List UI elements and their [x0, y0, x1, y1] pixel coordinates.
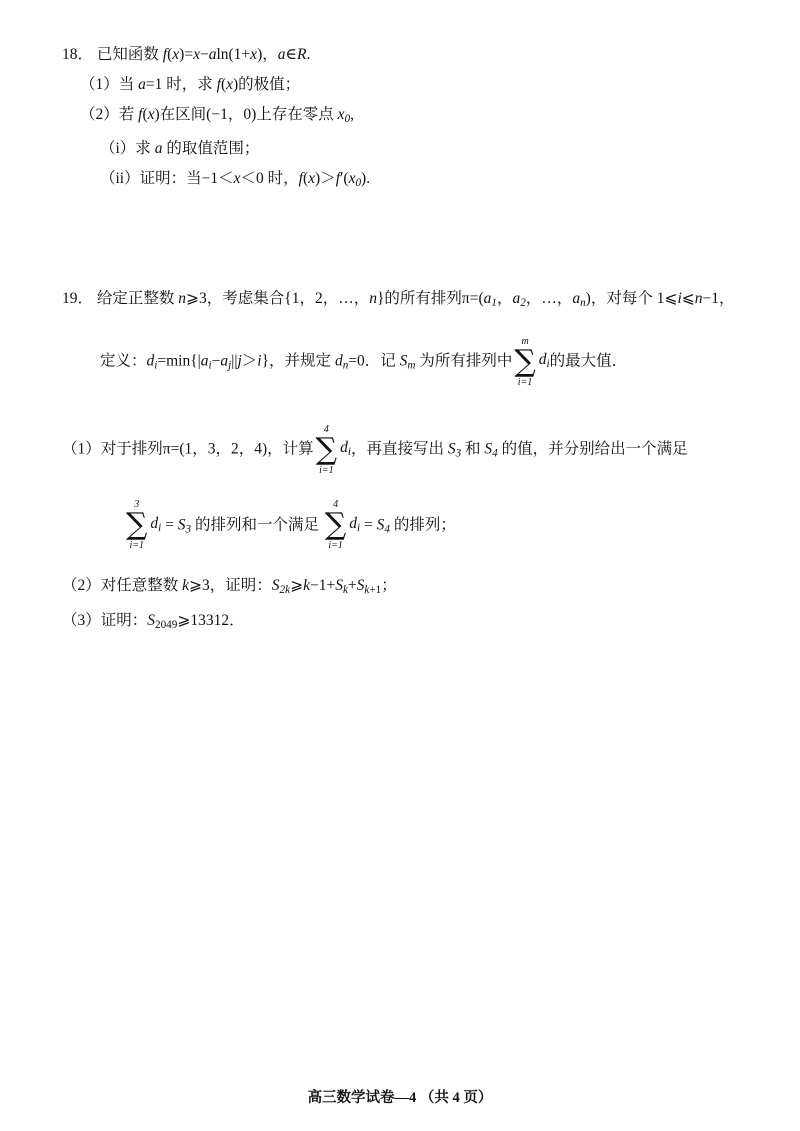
sum-upper: m [521, 335, 529, 347]
spacer [62, 198, 738, 284]
problem-19-item-1: （1）对于排列π=(1，3，2，4)，计算 4 ∑ i=1 $d_i$ ，再直接写出 $S_3$ 和 $S_4$ 的值，并分别给出一个满足 [62, 420, 738, 482]
problem-19-item-2: （2）对任意整数 k⩾3，证明：$S_{2k}⩾k-1+S_k+S_{k+1}$； [62, 577, 397, 597]
problem-18-item-1: （1）当 a=1 时，求 f(x)的极值； [80, 76, 301, 93]
problem-19-line-2: 定义：$d_i=\min\{|a_i-a_j||j>i\}$，并规定 $d_n=0$．记 $S_m$ 为所有排列中 m ∑ i=1 $d_i$ 的最大值． [62, 332, 738, 394]
problem-19-item-1-line-2: 3 ∑ i=1 $d_i$ = $S_3$ 的排列和一个满足 4 ∑ i=1 $d_i$ = $S_4$ 的排列； [62, 496, 738, 558]
problem-18 [62, 40, 738, 198]
sum-upper: 4 [333, 499, 339, 511]
problem-18-stem: 18． 已知函数 f(x)=x−aln(1+x)，a∈R. [62, 46, 311, 63]
problem-18-item-2ii: （ii）证明：当−1＜x＜0 时，$f(x)>f'(x_0)$. [100, 170, 371, 190]
sum-upper: 4 [323, 423, 329, 435]
spacer [62, 557, 738, 571]
sum-symbol-4: 4 ∑ i=1 $d_i$ [324, 499, 361, 552]
sum-lower: i=1 [328, 540, 343, 552]
problem-18-number: 18． [62, 46, 94, 63]
sum-lower: i=1 [319, 464, 334, 476]
sum-lower: i=1 [517, 376, 533, 388]
spacer [62, 394, 738, 420]
spacer [62, 482, 738, 496]
sum-upper: 3 [134, 499, 140, 511]
problem-18-item-2: （2）若 f(x)在区间(−1，0)上存在零点 $x_0$, [80, 106, 354, 126]
problem-19-item-3: （3）证明：$S_{2049}⩾13312$． [62, 611, 245, 631]
problem-19-line-1: 19． 给定正整数 n⩾3，考虑集合{1，2，…，n}的所有排列$\pi=(a_1$，$a_2$，…，$a_n$)，对每个 1⩽i⩽n−1， [62, 290, 735, 310]
sum-symbol-3: 3 ∑ i=1 $d_i$ [126, 499, 162, 552]
problem-18-item-2i: （i）求 a 的取值范围； [100, 140, 260, 158]
sum-lower: i=1 [129, 540, 144, 552]
problem-18-formula: f [162, 46, 168, 63]
problem-19 [62, 284, 738, 639]
problem-19-number: 19． [62, 290, 94, 308]
problem-18-stem-prefix: 已知函数 [96, 46, 159, 63]
sum-symbol-1: m ∑ i=1 $d_i$ [514, 335, 550, 388]
page-footer: 高三数学试卷—4 （共 4 页） [307, 1090, 493, 1106]
spacer [62, 318, 738, 332]
sum-symbol-2: 4 ∑ i=1 $d_i$ [315, 423, 351, 476]
